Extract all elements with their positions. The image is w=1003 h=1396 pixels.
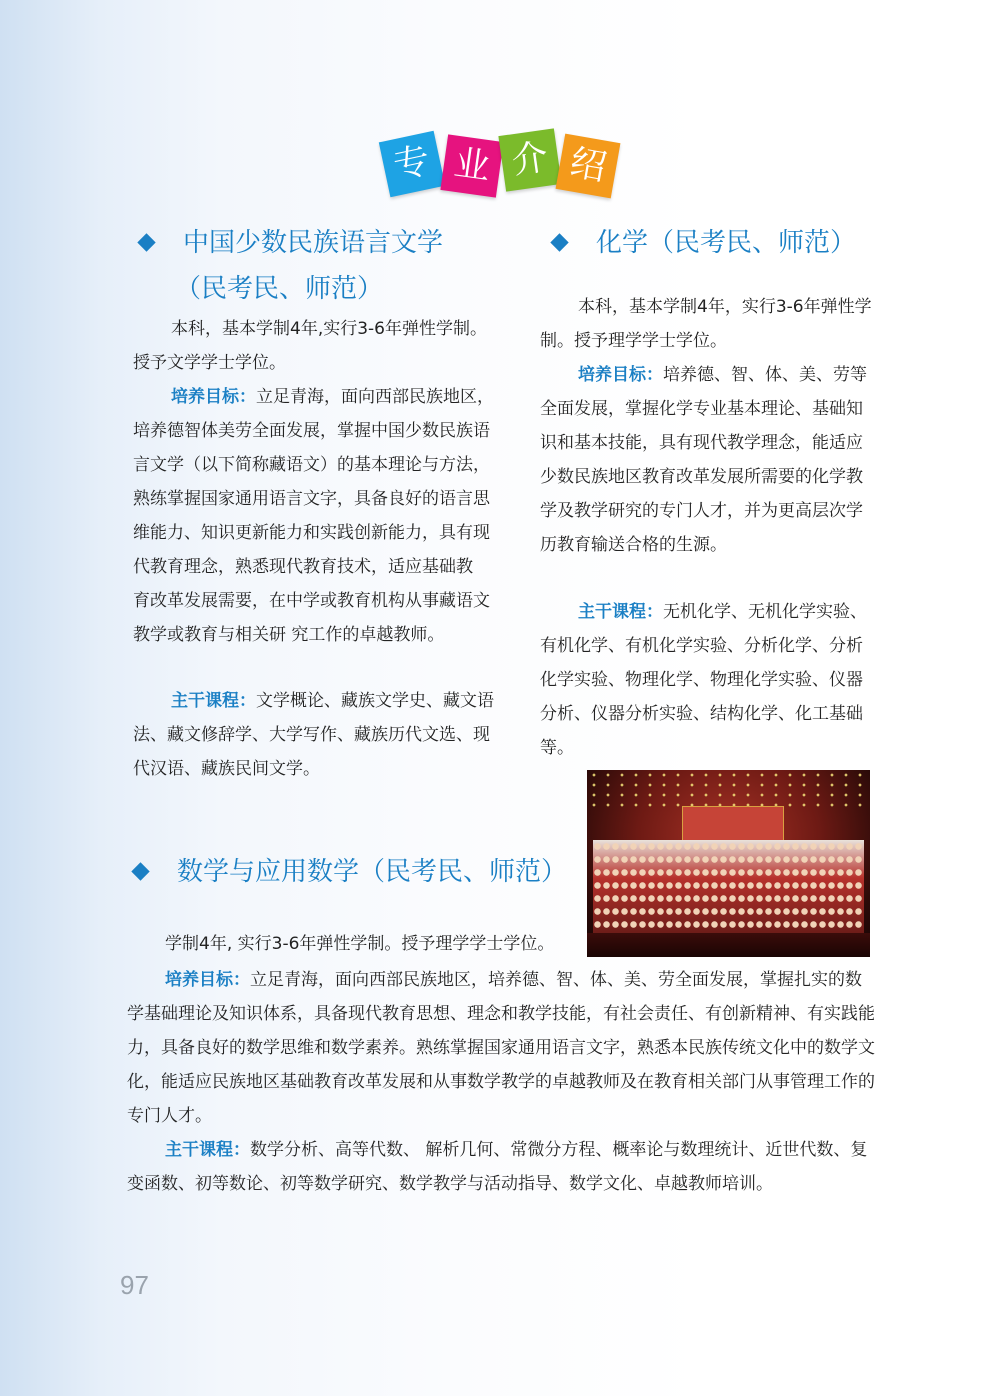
banner-tile-2: 业 (440, 134, 503, 197)
section-banner (380, 128, 630, 198)
math-title: 数学与应用数学（民考民、师范） (177, 857, 568, 887)
chemistry-goal-text: 培养德、智、体、美、劳等全面发展，掌握化学专业基本理论、基础知识和基本技能，具有现代教学理念，能适应少数民族地区教育改革发展所需要的化学教学及教学研究的专门人才，并为更高层次学历教育输送合格的生源。 (540, 365, 867, 555)
banner-tile-4: 绍 (556, 134, 621, 199)
tibetan-heading (134, 220, 443, 312)
choir-group (593, 840, 864, 935)
math-intro: 学制4年, 实行3-6年弹性学制。授予理学学士学位。 (165, 934, 555, 954)
diamond-bullet-icon (131, 862, 149, 880)
math-goal (127, 963, 875, 1133)
diamond-bullet-icon (550, 233, 568, 251)
tibetan-course-text: 文学概论、藏族文学史、藏文语法、藏文修辞学、大学写作、藏族历代文选、现代汉语、藏族民间文学。 (133, 691, 494, 779)
chemistry-heading (547, 220, 856, 266)
math-courses (127, 1133, 875, 1201)
tibetan-course-label: 主干课程： (171, 691, 256, 711)
tibetan-courses (133, 684, 495, 786)
tibetan-goal-label: 培养目标： (171, 387, 256, 407)
tibetan-intro: 本科，基本学制4年,实行3-6年弹性学制。授予文学学士学位。 (133, 319, 487, 373)
math-course-label: 主干课程： (165, 1140, 250, 1160)
diamond-bullet-icon (137, 233, 155, 251)
math-heading (128, 849, 567, 895)
tibetan-goal-text: 立足青海，面向西部民族地区，培养德智体美劳全面发展，掌握中国少数民族语言文学（以下简称藏语文）的基本理论与方法，熟练掌握国家通用语言文字，具备良好的语言思维能力、知识更新能力和实践创新能力，具有现代教育理念，熟悉现代教育技术，适应基础教 育改革发展需要，在中学或教育机构从事藏语文教学或教育与相关研 究工作的卓越教师。 (133, 387, 494, 645)
math-course-text: 数学分析、高等代数、 解析几何、常微分方程、概率论与数理统计、近世代数、复变函数、初等数论、初等数学研究、数学教学与活动指导、数学文化、卓越教师培训。 (127, 1140, 868, 1194)
banner-tile-1: 专 (379, 131, 445, 197)
chemistry-goal-label: 培养目标： (578, 365, 663, 385)
chemistry-course-label: 主干课程： (578, 602, 663, 622)
math-goal-label: 培养目标： (165, 970, 250, 990)
chemistry-intro: 本科，基本学制4年，实行3-6年弹性学制。授予理学学士学位。 (540, 297, 872, 351)
stage-lights (587, 770, 870, 810)
performance-photo (587, 770, 870, 957)
stage-floor (587, 933, 870, 957)
page-number: 97 (120, 1270, 149, 1300)
tibetan-title-line1: 中国少数民族语言文学 (183, 228, 444, 258)
banner-tile-3: 介 (498, 128, 561, 191)
chemistry-courses (540, 595, 878, 765)
chemistry-course-text: 无机化学、无机化学实验、有机化学、有机化学实验、分析化学、分析化学实验、物理化学、物理化学实验、仪器分析、仪器分析实验、结构化学、化工基础等。 (540, 602, 867, 758)
chemistry-goal (540, 358, 878, 562)
math-goal-text: 立足青海，面向西部民族地区，培养德、智、体、美、劳全面发展，掌握扎实的数学基础理论及知识体系，具备现代教育思想、理念和教学技能，有社会责任、有创新精神、有实践能力，具备良好的数学思维和数学素养。熟练掌握国家通用语言文字，熟悉本民族传统文化中的数学文化，能适应民族地区基础教育改革发展和从事数学教学的卓越教师及在教育相关部门从事管理工作的专门人才。 (127, 970, 875, 1126)
tibetan-title-line2: （民考民、师范） (175, 274, 384, 304)
tibetan-goal (133, 380, 495, 652)
chemistry-title: 化学（民考民、师范） (596, 228, 857, 258)
